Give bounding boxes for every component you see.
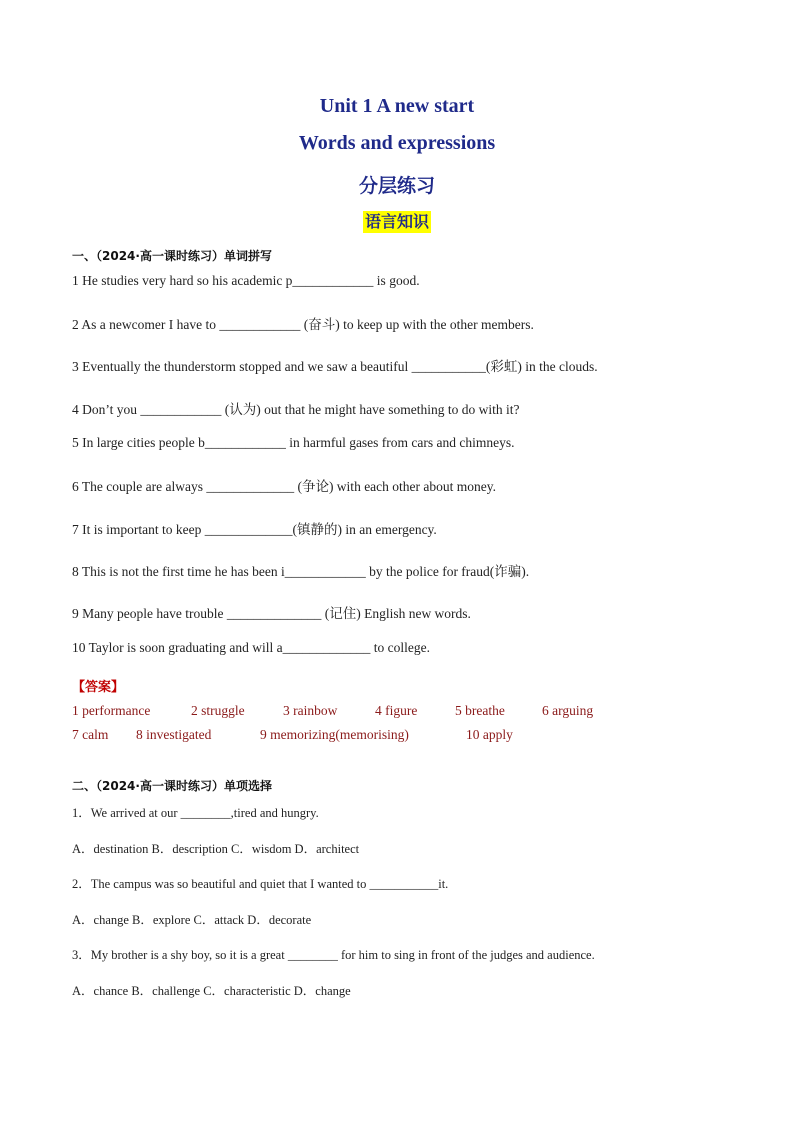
question-item: 7 It is important to keep _____________(镇静的) in an emergency. bbox=[72, 522, 437, 537]
section2-heading: 二、（2024·高一课时练习）单项选择 bbox=[72, 779, 272, 793]
question-item: 3 Eventually the thunderstorm stopped and we saw a beautiful ___________(彩虹) in the clouds. bbox=[72, 359, 598, 374]
question-item: 8 This is not the first time he has been i____________ by the police for fraud(诈骗). bbox=[72, 564, 530, 579]
choice-question: 3．My brother is a shy boy, so it is a great ________ for him to sing in front of the judges and audience. bbox=[72, 948, 595, 962]
answer-item: 4 figure bbox=[375, 703, 418, 718]
choice-question: 1．We arrived at our ________,tired and hungry. bbox=[72, 806, 319, 820]
question-item: 4 Don’t you ____________ (认为) out that he might have something to do with it? bbox=[72, 402, 520, 417]
answer-item: 7 calm bbox=[72, 727, 109, 742]
question-item: 1 He studies very hard so his academic p____________ is good. bbox=[72, 273, 420, 288]
answer-item: 3 rainbow bbox=[283, 703, 338, 718]
choice-options: A．change B．explore C．attack D．decorate bbox=[72, 913, 312, 927]
answer-item: 6 arguing bbox=[542, 703, 594, 718]
section-tag-wrap bbox=[0, 211, 794, 233]
unit-title: Unit 1 A new start bbox=[319, 95, 475, 117]
answer-label: 【答案】 bbox=[72, 680, 125, 695]
question-item: 9 Many people have trouble ______________ (记住) English new words. bbox=[72, 606, 471, 621]
answer-item: 10 apply bbox=[466, 727, 513, 742]
choice-options: A．destination B．description C．wisdom D．architect bbox=[72, 842, 360, 856]
question-item: 5 In large cities people b____________ in harmful gases from cars and chimneys. bbox=[72, 435, 515, 450]
answer-item: 5 breathe bbox=[455, 703, 505, 718]
answer-item: 8 investigated bbox=[136, 727, 212, 742]
subtitle: Words and expressions bbox=[298, 132, 496, 154]
question-item: 10 Taylor is soon graduating and will a_____________ to college. bbox=[72, 640, 431, 655]
section-tag: 语言知识 bbox=[364, 212, 429, 231]
question-item: 6 The couple are always _____________ (争论) with each other about money. bbox=[72, 479, 497, 494]
chinese-title: 分层练习 bbox=[358, 175, 435, 197]
section1-heading: 一、（2024·高一课时练习）单词拼写 bbox=[72, 249, 272, 263]
answer-item: 2 struggle bbox=[191, 703, 245, 718]
question-item: 2 As a newcomer I have to ____________ (奋斗) to keep up with the other members. bbox=[72, 317, 534, 332]
answer-item: 9 memorizing(memorising) bbox=[260, 727, 409, 742]
choice-question: 2．The campus was so beautiful and quiet that I wanted to ___________it. bbox=[72, 877, 449, 891]
answer-item: 1 performance bbox=[72, 703, 151, 718]
choice-options: A．chance B．challenge C．characteristic D．change bbox=[72, 984, 351, 998]
